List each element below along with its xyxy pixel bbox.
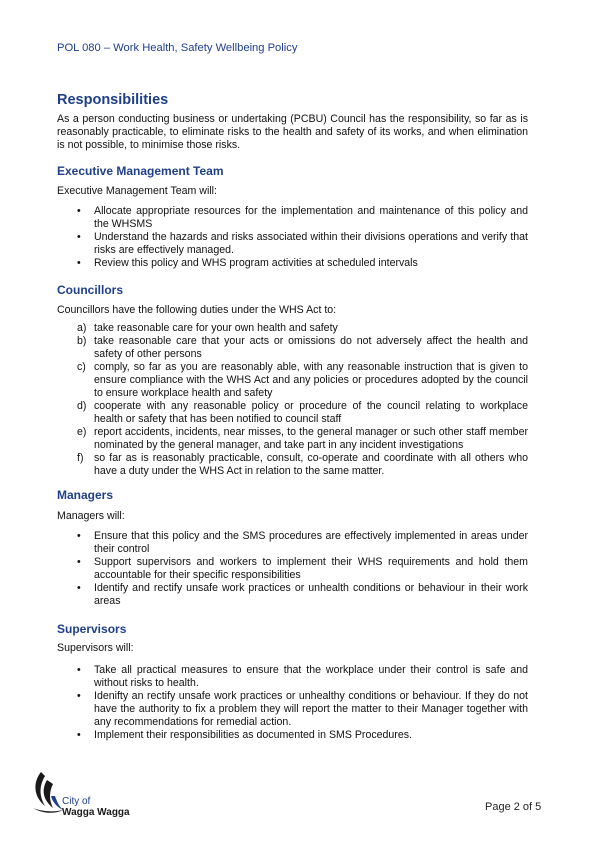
bullet-icon: • (77, 530, 81, 542)
list-item: • Idenifty an rectify unsafe work practices or unhealthy conditions or behaviour. If they do not have the authority to fix a problem they will report the matter to their Manager together with any recommendations for remedial action. (77, 690, 528, 728)
page-number: Page 2 of 5 (485, 801, 542, 813)
list-item: • Implement their responsibilities as documented in SMS Procedures. (77, 729, 412, 741)
list-item: • Identify and rectify unsafe work practices or unhealth conditions or behaviour in their work areas (77, 582, 528, 607)
bullet-icon: • (77, 231, 81, 243)
list-item: c) comply, so far as you are reasonably able, with any reasonable instruction that is given to ensure compliance with the WHS Act and any policies or procedures adopted by the council to ensure workplace health and safety (77, 361, 528, 399)
executive-heading: Executive Management Team (57, 164, 224, 178)
list-item: a) take reasonable care for your own health and safety (77, 322, 338, 334)
list-item: • Allocate appropriate resources for the implementation and maintenance of this policy and the WHSMS (77, 205, 528, 230)
list-item: • Review this policy and WHS program activities at scheduled intervals (77, 257, 418, 269)
list-item: e) report accidents, incidents, near misses, to the general manager or such other staff member nominated by the general manager, and take part in any incident investigations (77, 426, 528, 451)
responsibilities-paragraph: As a person conducting business or undertaking (PCBU) Council has the responsibility, so far as is reasonably practicable, to eliminate risks to the health and safety of its works, and when elimination is not possible, to minimise those risks. (57, 113, 528, 152)
logo-line-1: City of (62, 796, 91, 807)
list-item: b) take reasonable care that your acts or omissions do not adversely affect the health and safety of other persons (77, 335, 528, 360)
executive-list (77, 205, 528, 270)
councillors-intro: Councillors have the following duties under the WHS Act to: (57, 304, 337, 316)
bullet-icon: • (77, 582, 81, 594)
managers-heading: Managers (57, 488, 114, 502)
bullet-icon: • (77, 556, 81, 568)
document-header: POL 080 – Work Health, Safety Wellbeing Policy (57, 42, 298, 54)
list-item: • Ensure that this policy and the SMS procedures are effectively implemented in areas under their control (77, 530, 528, 555)
logo-wordmark (62, 796, 130, 818)
list-item: • Understand the hazards and risks associated within their divisions operations and verify that risks are effectively managed. (77, 231, 528, 256)
list-item: • Support supervisors and workers to implement their WHS requirements and hold them accountable for their specific responsibilities (77, 556, 528, 581)
executive-intro: Executive Management Team will: (57, 185, 217, 197)
bullet-icon: • (77, 664, 81, 676)
list-item: f) so far as is reasonably practicable, consult, co-operate and coordinate with all others who have a duty under the WHS Act in relation to the same matter. (77, 452, 528, 477)
supervisors-intro: Supervisors will: (57, 642, 134, 654)
supervisors-heading: Supervisors (57, 622, 127, 636)
responsibilities-heading: Responsibilities (57, 92, 169, 108)
bullet-icon: • (77, 690, 81, 702)
bullet-icon: • (77, 729, 81, 741)
bullet-icon: • (77, 257, 81, 269)
list-item: d) cooperate with any reasonable policy or procedure of the council relating to workplace health or safety that has been notified to council staff (77, 400, 528, 425)
supervisors-list (77, 664, 528, 742)
bullet-icon: • (77, 205, 81, 217)
councillors-list (77, 322, 528, 478)
councillors-heading: Councillors (57, 283, 124, 297)
logo-line-2: Wagga Wagga (62, 807, 130, 818)
managers-intro: Managers will: (57, 510, 125, 522)
list-item: • Take all practical measures to ensure that the workplace under their control is safe and without risks to health. (77, 664, 528, 689)
managers-list (77, 530, 528, 608)
